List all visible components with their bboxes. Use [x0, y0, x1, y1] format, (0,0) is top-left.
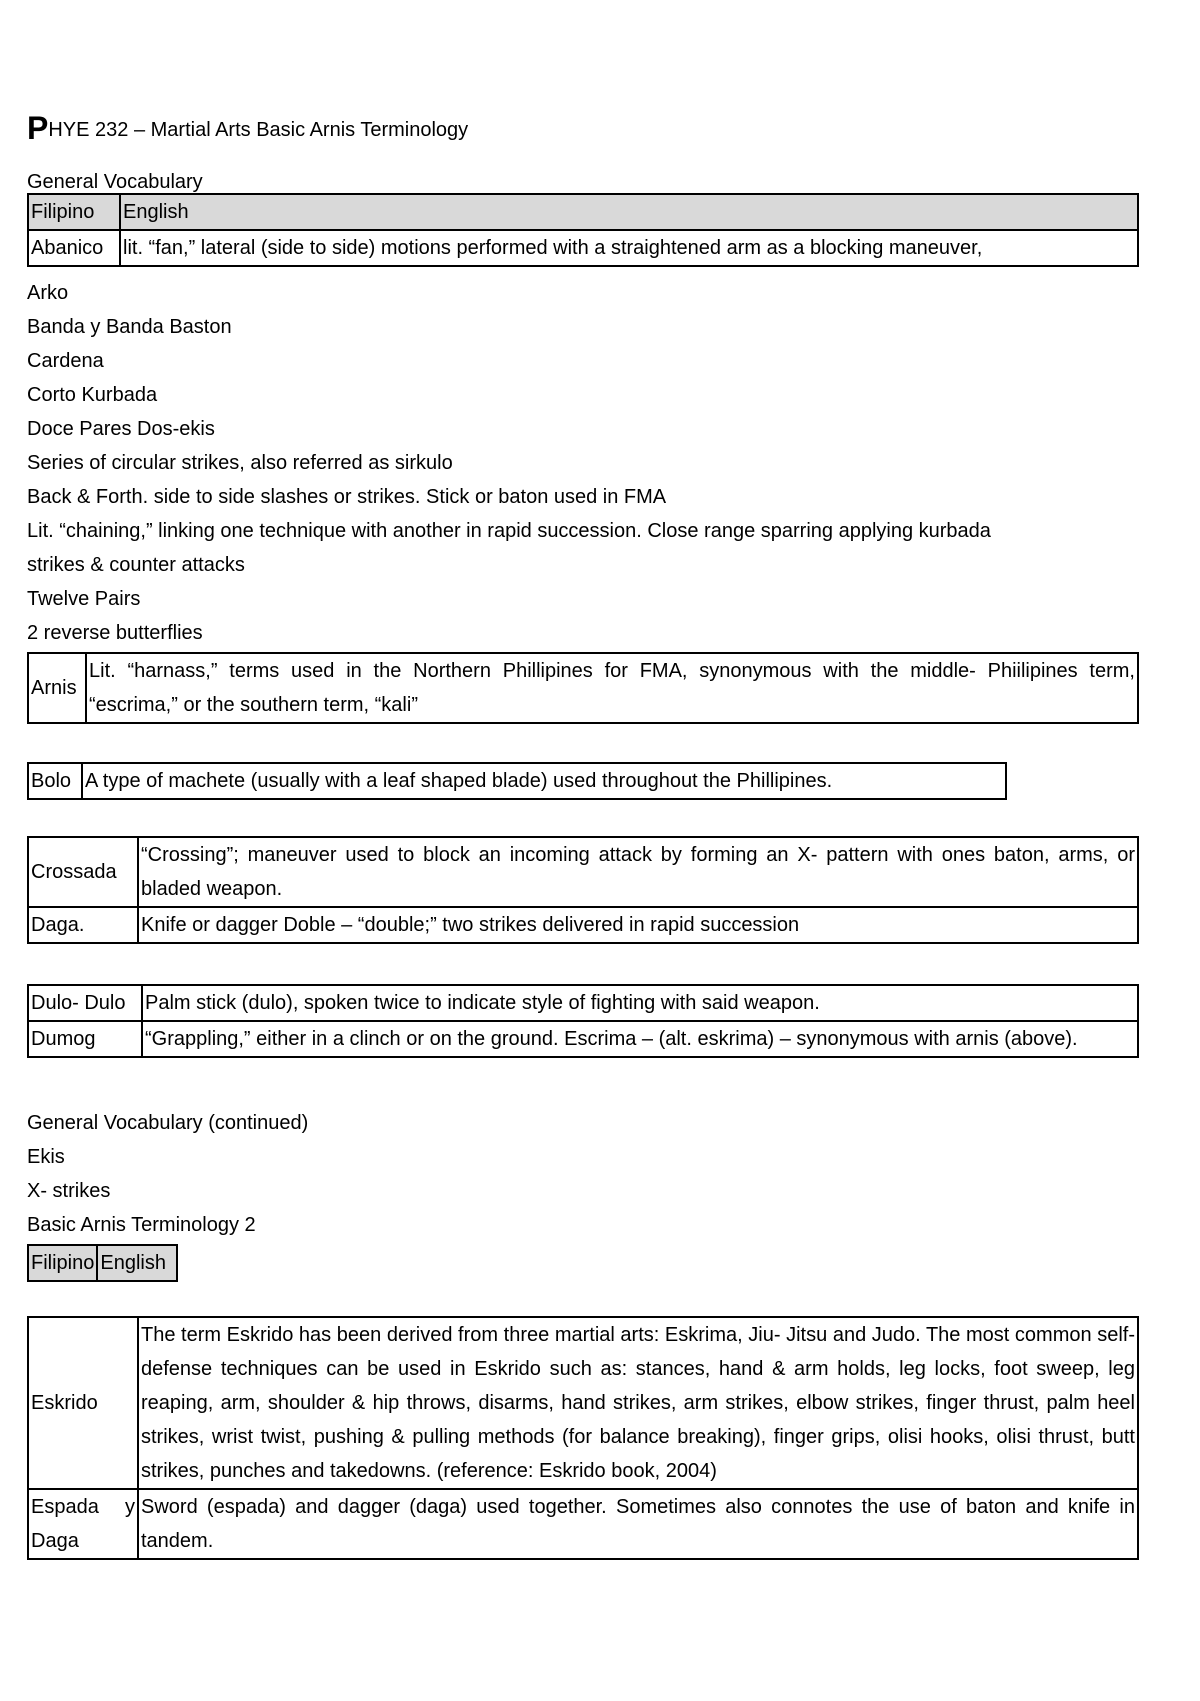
- header-filipino: Filipino: [28, 1245, 97, 1281]
- term-cell: Arnis: [28, 653, 86, 723]
- definition-cell: Lit. “harnass,” terms used in the Northern Phillipines for FMA, synonymous with the middle- Phiilipines term, “escrima,” or the southern term, “kali”: [86, 653, 1138, 723]
- table-row: [28, 230, 1138, 266]
- text-line: Ekis: [27, 1146, 65, 1168]
- crossada-table: [27, 836, 1139, 944]
- definition-cell: A type of machete (usually with a leaf shaped blade) used throughout the Phillipines.: [82, 763, 1006, 799]
- table-row: [28, 1021, 1138, 1057]
- header-filipino: Filipino: [28, 194, 120, 230]
- vocabulary-table: [27, 193, 1139, 267]
- term-cell: Dumog: [28, 1021, 142, 1057]
- definition-cell: lit. “fan,” lateral (side to side) motions performed with a straightened arm as a blocking maneuver,: [120, 230, 1138, 266]
- arnis-table: [27, 652, 1139, 724]
- page-title: [27, 110, 468, 147]
- title-initial: P: [27, 110, 49, 146]
- text-line: Series of circular strikes, also referred as sirkulo: [27, 452, 453, 474]
- text-line: Cardena: [27, 350, 104, 372]
- term-cell: Dulo- Dulo: [28, 985, 142, 1021]
- header-english: English: [97, 1245, 177, 1281]
- term-cell: Crossada: [28, 837, 138, 907]
- table-row: [28, 985, 1138, 1021]
- bolo-table: [27, 762, 1007, 800]
- terminology2-header-table: [27, 1244, 178, 1282]
- term-cell: Daga.: [28, 907, 138, 943]
- table-row: [28, 907, 1138, 943]
- section-heading: Basic Arnis Terminology 2: [27, 1214, 256, 1236]
- text-line: strikes & counter attacks: [27, 554, 245, 576]
- table-row: [28, 1489, 1138, 1559]
- section2-lines: [27, 1106, 308, 1242]
- term-cell: Eskrido: [28, 1317, 138, 1489]
- definition-cell: “Crossing”; maneuver used to block an incoming attack by forming an X- pattern with ones baton, arms, or bladed weapon.: [138, 837, 1138, 907]
- text-line: Corto Kurbada: [27, 384, 158, 406]
- definition-cell: Palm stick (dulo), spoken twice to indicate style of fighting with said weapon.: [142, 985, 1138, 1021]
- term-cell: Bolo: [28, 763, 82, 799]
- definition-cell: The term Eskrido has been derived from three martial arts: Eskrima, Jiu- Jitsu and Judo. The most common self-defense techniques can be used in Eskrido such as: stances, hand & arm holds, leg locks, foot sweep, leg reaping, arm, shoulder & hip throws, disarms, hand strikes, arm strikes, elbow strikes, finger thrust, palm heel strikes, wrist twist, pushing & pulling methods (for balance breaking), finger grips, olisi hooks, olisi thrust, butt strikes, punches and takedowns. (reference: Eskrido book, 2004): [138, 1317, 1138, 1489]
- text-line: Twelve Pairs: [27, 588, 141, 610]
- definition-cell: “Grappling,” either in a clinch or on the ground. Escrima – (alt. eskrima) – synonymous with arnis (above).: [142, 1021, 1138, 1057]
- text-line: X- strikes: [27, 1180, 111, 1202]
- section-heading: General Vocabulary: [27, 171, 203, 193]
- term-cell: Espada y Daga: [28, 1489, 138, 1559]
- text-line: Lit. “chaining,” linking one technique with another in rapid succession. Close range sparring applying kurbada: [27, 520, 991, 542]
- term-cell: Abanico: [28, 230, 120, 266]
- table-row: [28, 1317, 1138, 1489]
- text-line: Arko: [27, 282, 69, 304]
- text-line: 2 reverse butterflies: [27, 622, 203, 644]
- table-row: [28, 763, 1006, 799]
- table-row: [28, 837, 1138, 907]
- definition-cell: Knife or dagger Doble – “double;” two strikes delivered in rapid succession: [138, 907, 1138, 943]
- text-line: Back & Forth. side to side slashes or strikes. Stick or baton used in FMA: [27, 486, 667, 508]
- eskrido-table: [27, 1316, 1139, 1560]
- text-line: Doce Pares Dos-ekis: [27, 418, 215, 440]
- title-text: HYE 232 – Martial Arts Basic Arnis Terminology: [48, 119, 469, 141]
- text-line: Banda y Banda Baston: [27, 316, 232, 338]
- table-row: [28, 653, 1138, 723]
- header-english: English: [120, 194, 1138, 230]
- table-header-row: [28, 1245, 177, 1281]
- definition-cell: Sword (espada) and dagger (daga) used together. Sometimes also connotes the use of baton and knife in tandem.: [138, 1489, 1138, 1559]
- section-heading: General Vocabulary (continued): [27, 1112, 309, 1134]
- table-header-row: [28, 194, 1138, 230]
- loose-lines: [27, 276, 991, 650]
- dulo-table: [27, 984, 1139, 1058]
